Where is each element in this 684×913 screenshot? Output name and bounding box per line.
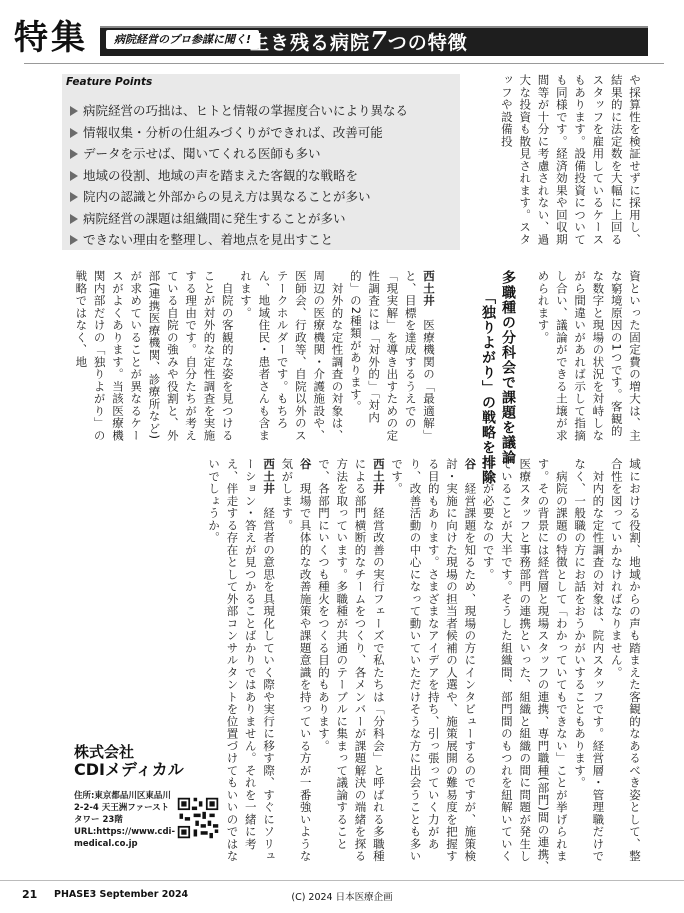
triangle-bullet-icon: [70, 171, 78, 181]
footer-rule: [0, 880, 684, 881]
company-url: URL:https://www.cdi-: [74, 827, 175, 837]
header-rule: [24, 63, 664, 64]
triangle-bullet-icon: [70, 149, 78, 159]
company-name: 株式会社 CDIメディカル: [74, 743, 184, 779]
speaker-label: 西土井: [262, 458, 277, 495]
feature-points-box: [62, 74, 460, 250]
article-paragraph: 自院の客観的な姿を見つけることが対外的な定性調査を実施する理由です。自分たちが考えている自院の強みや役割と、外部(連携医療機関、診療所など)が求めていることが異なるケースがよくあります。当該医療機関内部だけの「独りよがり」の戦略ではなく、地: [74, 270, 235, 442]
article-paragraph: や採算性を検証せずに採用し、結果的に法定数を大幅に上回るスタッフを雇用しているケースもあります。設備投資についても同様です。経済効果や回収期間等が十分に考慮されない、過大な投資も散見されます。スタッフや設備投: [499, 74, 642, 246]
speaker-label: 西土井: [371, 458, 386, 495]
section-heading-1: 「独りよがり」の戦略を排除: [480, 290, 496, 485]
copyright: (C) 2024 日本医療企画: [291, 892, 393, 903]
magazine-issue: PHASE3 September 2024: [54, 889, 189, 900]
page-header: [0, 0, 684, 60]
feature-points-title: Feature Points: [66, 76, 153, 88]
title-post: つの特徴: [387, 32, 468, 54]
feature-point: できない理由を整理し、着地点を見出すこと: [70, 229, 408, 251]
triangle-bullet-icon: [70, 235, 78, 245]
qr-code-icon: [176, 796, 220, 840]
speaker-label: 西土井: [422, 270, 436, 307]
triangle-bullet-icon: [70, 106, 78, 116]
title-number: 7: [370, 26, 388, 55]
triangle-bullet-icon: [70, 192, 78, 202]
article-paragraph: 対内的な定性調査の対象は、院内スタッフです。経営層・管理職だけでなく、一般職の方にお話をおうかがいすることもあります。: [573, 458, 606, 863]
banner-title: [250, 26, 468, 56]
article-paragraph: 谷 現場で具体的な改善施策や課題意識を持っている方が一番強いような気がします。: [280, 458, 313, 863]
speaker-label: 谷: [463, 458, 478, 471]
title-pre: 生き残る病院: [250, 32, 371, 54]
speaker-label: 谷: [298, 458, 313, 471]
section-label: 特集: [14, 18, 88, 58]
section-heading-2: 多職種の分科会で課題を議論: [500, 270, 516, 465]
company-address: 住所:東京都品川区東品川 2-2-4 天王洲ファースト タワー 23階 URL:https://www.cdi- medical.co.jp: [74, 791, 175, 849]
page-number: 21: [22, 888, 38, 901]
feature-point: 院内の認識と外部からの見え方は異なることが多い: [70, 186, 408, 208]
article-paragraph: 病院の課題の特徴として「わかっていてもできない」ことが挙げられます。その背景には経営層と現場スタッフの連携、専門職種(部門)間の連携、医療スタッフと事務部門の連携といった、組織と組織の間に問題が発生していることが大半です。そうした組織間、部門間のもつれを紐解いていく作業が必要なのです。: [481, 458, 569, 873]
feature-points-list: [70, 100, 408, 251]
article-paragraph: 西土井 経営者の意思を具現化していく際や実行に移す際、すぐにソリューション・答えが見つかることばかりではありません。それを一緒に考え、伴走する存在として外部コンサルタントを位置づけてもいいのではないでしょうか。: [207, 458, 277, 863]
article-paragraph: 西土井 医療機関の「最適解」と、目標を達成するうえでの「現実解」を導き出すための定性調査には「対外的」「対内的」の2種類があります。: [348, 270, 436, 442]
feature-point: データを示せば、聞いてくれる医師も多い: [70, 143, 408, 165]
feature-point: 情報収集・分析の仕組みづくりができれば、改善可能: [70, 122, 408, 144]
article-bottom-column: [207, 458, 644, 873]
article-paragraph: 域における役割、地域からの声も踏まえた客観的なあるべき姿として、整合性を図っていかなければなりません。: [609, 458, 642, 863]
triangle-bullet-icon: [70, 128, 78, 138]
triangle-bullet-icon: [70, 214, 78, 224]
banner-chip: 病院経営のプロ参謀に聞く!: [106, 30, 259, 49]
article-paragraph: 資といった固定費の増大は、主な窮境原因の1つです。客観的な数字と現場の状況を対峙しながら間違いがあれば示して指摘し合い、議論ができる土壌が求められます。: [536, 270, 642, 442]
article-top-column: [466, 74, 644, 252]
article-middle-right: [518, 270, 644, 442]
article-paragraph: 西土井 経営改善の実行フェーズで私たちは「分科会」と呼ばれる多職種による部門横断的なチームをつくり、各メンバーが課題解決の端緒を探る方法を取っています。多職種が共通のテーブルに集まって議論することで、各部門にいくつも種火をつくる目的もあります。: [316, 458, 386, 863]
article-paragraph: 谷 経営課題を知るため、現場の方にインタビューするのですが、施策検討・実施に向けた現場の担当者候補の人選や、施策展開の難易度を把握する目的もあります。さまざまなアイデアを持ち、引っ張っていく力があり、改善活動の中心になって動いていただけそうな方に出会うことも多いです。: [390, 458, 478, 863]
article-paragraph: 対外的な定性調査の対象は、周辺の医療機関・介護施設や、医師会、行政等、自院以外のステークホルダーです。もちろん、地域住民・患者さんも含まれます。: [239, 270, 345, 442]
feature-point: 病院経営の巧拙は、ヒトと情報の掌握度合いにより異なる: [70, 100, 408, 122]
feature-point: 病院経営の課題は組織間に発生することが多い: [70, 208, 408, 230]
feature-point: 地域の役割、地域の声を踏まえた客観的な戦略を: [70, 165, 408, 187]
article-middle-left: [60, 270, 438, 442]
